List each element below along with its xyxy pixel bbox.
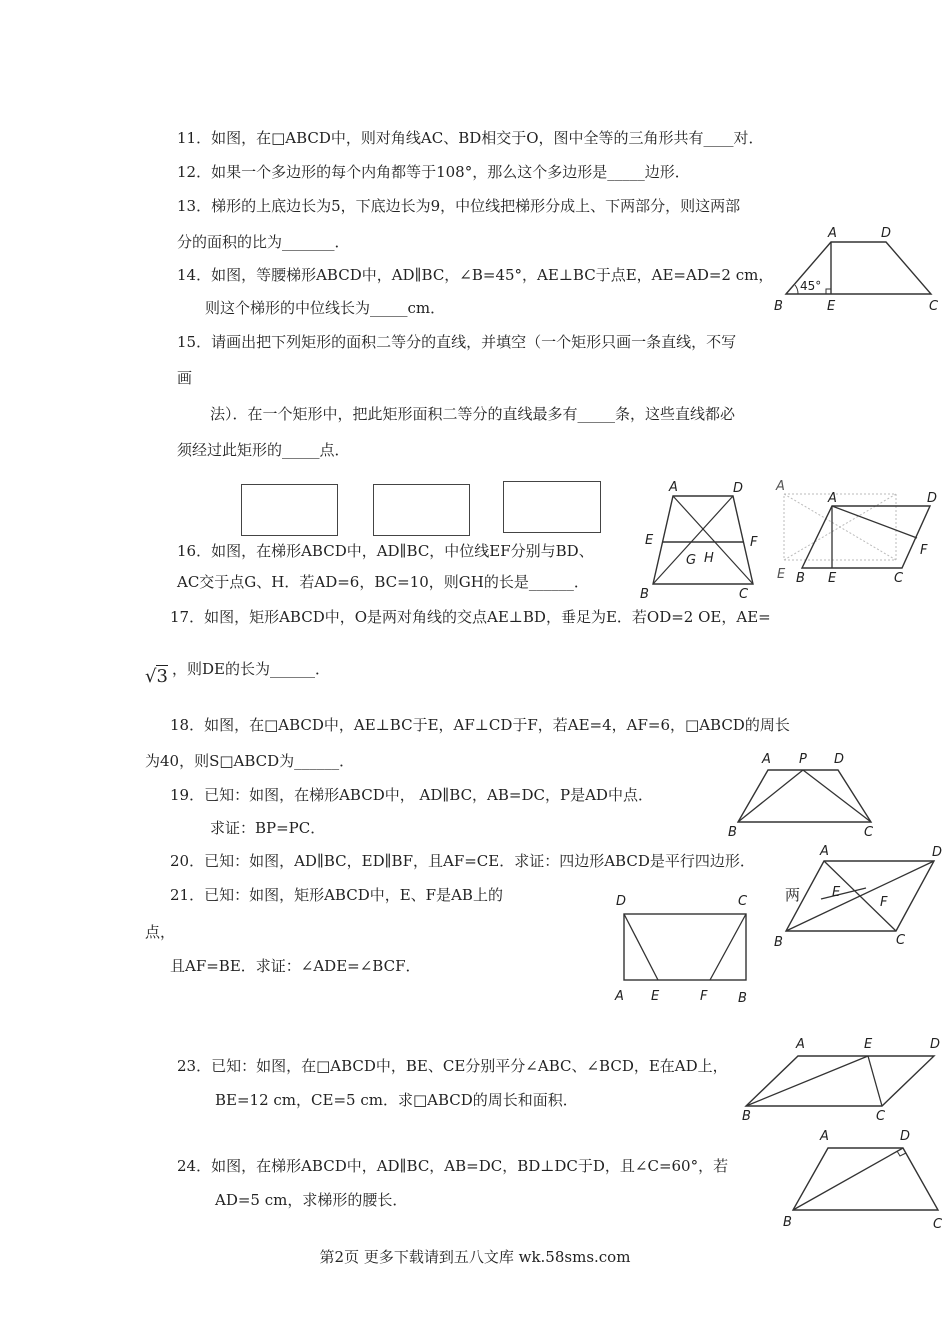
label-B: B [640, 587, 649, 602]
label-A: A [828, 226, 837, 241]
question-15-line-3: 法）．在一个矩形中，把此矩形面积二等分的直线最多有_____条，这些直线都必 [210, 405, 736, 423]
question-15-line-1: 15．请画出把下列矩形的面积二等分的直线，并填空（一个矩形只画一条直线，不写 [177, 333, 737, 351]
label-D: D [733, 481, 744, 496]
label-C: C [933, 1217, 943, 1232]
question-23-line-1: 23．已知：如图，在□ABCD中，BE、CE分别平分∠ABC、∠BCD，E在AD上， [177, 1057, 728, 1075]
question-18-line-2: 为40，则S□ABCD为______． [145, 752, 355, 770]
label-D: D [930, 1037, 941, 1052]
label-D: D [900, 1129, 911, 1144]
figure-q24-trapezoid [778, 1124, 948, 1234]
question-13-line-2: 分的面积的比为_______． [177, 233, 350, 251]
label-C: C [876, 1109, 886, 1124]
label-A: A [669, 480, 678, 495]
label-F: F [700, 989, 708, 1004]
question-16-line-1: 16．如图，在梯形ABCD中，AD∥BC，中位线EF分别与BD、 [177, 542, 594, 560]
label-E: E [864, 1037, 873, 1052]
question-21-line-1: 21．已知：如图，矩形ABCD中，E、F是AB上的 [170, 886, 503, 904]
question-18-line-1: 18．如图，在□ABCD中，AE⊥BC于E，AF⊥CD于F，若AE=4，AF=6，□ABCD的周长 [170, 716, 790, 734]
figure-q20-parallelogram [766, 836, 950, 954]
label-F: F [750, 535, 758, 550]
label-B: B [774, 935, 783, 950]
question-17-line-1: 17．如图，矩形ABCD中，O是两对角线的交点AE⊥BD，垂足为E．若OD=2 OE，AE= [170, 608, 771, 626]
question-20: 20．已知：如图，AD∥BC，ED∥BF，且AF=CE．求证：四边形ABCD是平行四边形． [170, 852, 755, 870]
question-19-line-1: 19．已知：如图，在梯形ABCD中， AD∥BC，AB=DC，P是AD中点． [170, 786, 653, 804]
label-C: C [738, 894, 748, 909]
label-E: E [827, 299, 836, 314]
label-C: C [864, 825, 874, 840]
question-15-line-4: 须经过此矩形的_____点． [177, 441, 350, 459]
label-C: C [739, 587, 749, 602]
figure-q16-trapezoid [638, 476, 770, 604]
label-B: B [774, 299, 783, 314]
label-A-faint: A [776, 479, 785, 494]
question-17-line-2: ，则DE的长为______． [172, 660, 330, 678]
label-E: E [832, 885, 841, 900]
question-24-line-2: AD=5 cm，求梯形的腰长． [215, 1191, 408, 1209]
label-A: A [796, 1037, 805, 1052]
q15-rectangle-3 [503, 481, 601, 533]
question-21-line-2: 点， [145, 923, 176, 941]
label-A: A [820, 844, 829, 859]
question-19-line-2: 求证：BP=PC． [210, 819, 326, 837]
label-A: A [820, 1129, 829, 1144]
label-B: B [738, 991, 747, 1004]
label-E: E [651, 989, 660, 1004]
question-21-two: 两 [785, 886, 801, 904]
label-C: C [896, 933, 906, 948]
question-24-line-1: 24．如图，在梯形ABCD中，AD∥BC，AB=DC，BD⊥DC于D，且∠C=60°，若 [177, 1157, 729, 1175]
label-A: A [615, 989, 624, 1004]
label-D: D [881, 226, 892, 241]
label-G: G [686, 553, 697, 568]
label-B: B [783, 1215, 792, 1230]
figure-q19-trapezoid [726, 750, 882, 840]
figure-q14-trapezoid [766, 224, 946, 316]
question-11: 11．如图，在□ABCD中，则对角线AC、BD相交于O，图中全等的三角形共有____对． [177, 129, 764, 147]
figure-q18-parallelogram [772, 476, 948, 592]
label-D: D [616, 894, 627, 909]
label-F: F [920, 543, 928, 558]
figure-q21-rectangle [606, 886, 756, 1004]
page-footer: 第2页 更多下载请到五八文库 wk.58sms.com [319, 1248, 631, 1266]
question-23-line-2: BE=12 cm，CE=5 cm．求□ABCD的周长和面积． [215, 1091, 578, 1109]
label-H: H [704, 551, 714, 566]
question-12: 12．如果一个多边形的每个内角都等于108°，那么这个多边形是_____边形． [177, 163, 690, 181]
sqrt-3: √3 [145, 666, 168, 687]
label-D: D [927, 491, 938, 506]
label-B: B [728, 825, 737, 840]
label-D: D [834, 752, 845, 767]
label-angle-45: 45° [800, 279, 822, 293]
label-E: E [828, 571, 837, 586]
question-15-line-2: 画 [177, 369, 193, 387]
label-C: C [894, 571, 904, 586]
question-14-line-1: 14．如图，等腰梯形ABCD中，AD∥BC，∠B=45°，AE⊥BC于点E，AE=AD=2 cm， [177, 266, 774, 284]
figure-q23-parallelogram [736, 1030, 948, 1124]
label-A: A [828, 491, 837, 506]
q15-rectangle-1 [241, 484, 338, 536]
question-13-line-1: 13．梯形的上底边长为5，下底边长为9，中位线把梯形分成上、下两部分，则这两部 [177, 197, 741, 215]
label-E: E [645, 533, 654, 548]
label-E-faint: E [777, 567, 786, 582]
question-16-line-2: AC交于点G、H．若AD=6，BC=10，则GH的长是______． [177, 573, 589, 591]
label-A: A [762, 752, 771, 767]
faint-rectangle [784, 494, 896, 560]
label-D: D [932, 845, 943, 860]
question-21-line-3: 且AF=BE．求证：∠ADE=∠BCF． [170, 957, 421, 975]
question-14-line-2: 则这个梯形的中位线长为_____cm． [205, 299, 446, 317]
q15-rectangle-2 [373, 484, 470, 536]
label-P: P [799, 752, 807, 767]
label-C: C [929, 299, 939, 314]
label-B: B [796, 571, 805, 586]
label-B: B [742, 1109, 751, 1124]
label-F: F [880, 895, 888, 910]
